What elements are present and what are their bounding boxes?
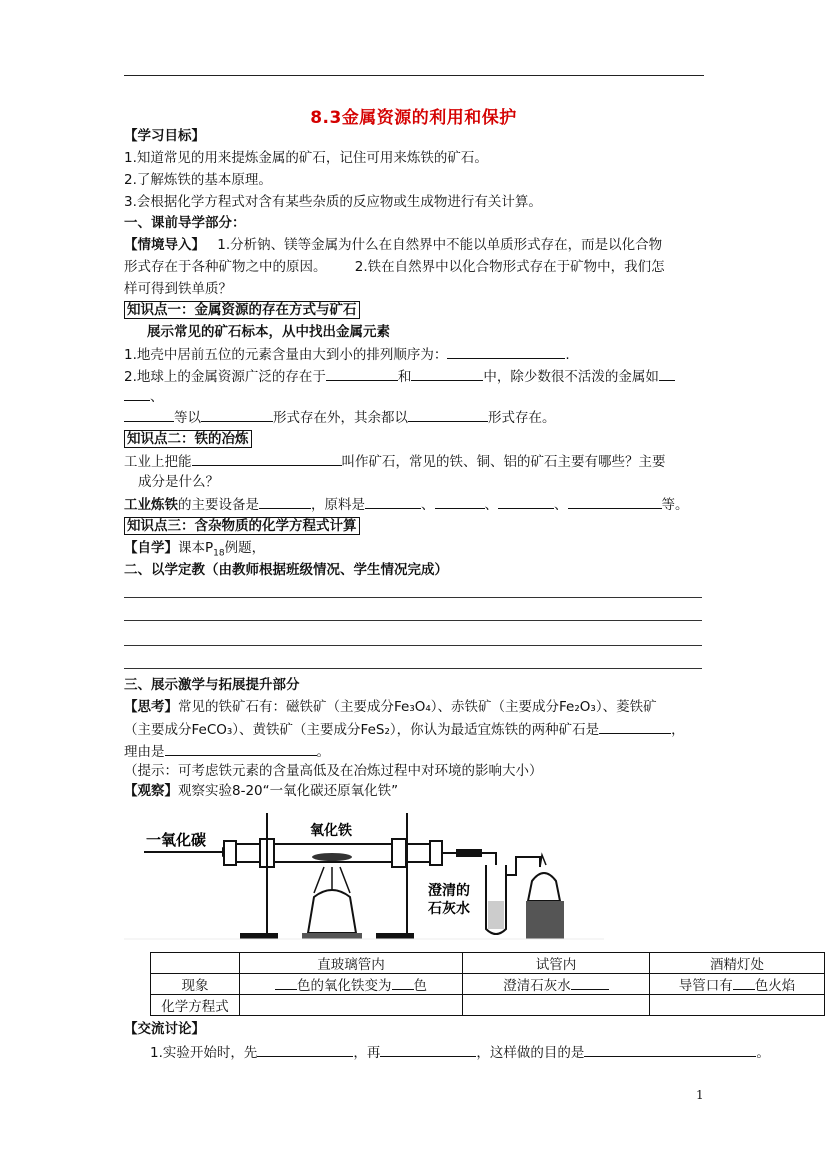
clamp xyxy=(392,839,406,867)
answer-line[interactable] xyxy=(124,668,702,669)
iron-oxide-label: 氧化铁 xyxy=(310,823,352,839)
objective-item: 1.知道常见的用来提炼金属的矿石，记住可用来炼铁的矿石。 xyxy=(124,150,488,166)
table-cell: 化学方程式 xyxy=(151,995,240,1016)
blank-field[interactable] xyxy=(498,494,554,509)
knowledge-3-title: 知识点三：含杂物质的化学方程式计算 xyxy=(124,516,360,536)
limewater xyxy=(488,901,504,929)
objective-item: 3.会根据化学方程式对含有某些杂质的反应物或生成物进行有关计算。 xyxy=(124,194,542,210)
blank-field[interactable] xyxy=(435,494,485,509)
question-line: 1.地壳中居前五位的元素含量由大到小的排列顺序为： . xyxy=(124,344,570,365)
table-header-cell: 试管内 xyxy=(463,953,650,974)
question-line: 成分是什么？ xyxy=(138,474,219,490)
table-cell: 澄清石灰水 xyxy=(463,974,650,995)
blank-field[interactable] xyxy=(201,407,273,422)
question-line: 2.地球上的金属资源广泛的存在于 和 中，除少数很不活泼的金属如 xyxy=(124,366,675,387)
answer-line[interactable] xyxy=(124,597,702,598)
blank-field[interactable] xyxy=(568,494,662,509)
section-heading: 二、以学定教（由教师根据班级情况、学生情况完成） xyxy=(124,562,448,578)
answer-line[interactable] xyxy=(124,645,702,646)
table-cell[interactable] xyxy=(650,995,825,1016)
knowledge-2-title: 知识点二：铁的冶炼 xyxy=(124,429,252,449)
blank-field[interactable] xyxy=(192,451,342,466)
intro-line xyxy=(124,257,665,277)
table-row xyxy=(151,953,825,974)
blank-field[interactable] xyxy=(124,407,174,422)
objectives-heading: 【学习目标】 xyxy=(124,128,205,144)
intro-line xyxy=(124,235,662,255)
intro-label: 【情境导入】 xyxy=(124,237,205,253)
table-cell: 现象 xyxy=(151,974,240,995)
co-label: 一氧化碳 xyxy=(146,831,207,849)
stand-base xyxy=(240,933,278,939)
section-heading: 三、展示激学与拓展提升部分 xyxy=(124,677,300,693)
blank-field[interactable] xyxy=(408,407,488,422)
question-line: 工业上把能 叫作矿石，常见的铁、铜、铝的矿石主要有哪些？主要 xyxy=(124,451,666,472)
support-block xyxy=(526,901,564,939)
knowledge-1-subtitle: 展示常见的矿石标本，从中找出金属元素 xyxy=(147,324,390,340)
section-heading: 一、课前导学部分： xyxy=(124,215,246,231)
knowledge-1-title: 知识点一：金属资源的存在方式与矿石 xyxy=(124,300,360,320)
blank-field[interactable] xyxy=(124,386,150,401)
blank-field[interactable] xyxy=(380,1042,476,1057)
table-row xyxy=(151,995,825,1016)
self-study-line: 【自学】课本$P_{18}$例题， xyxy=(124,540,266,559)
table-cell: 导管口有 色火焰 xyxy=(650,974,825,995)
blank-field[interactable] xyxy=(259,494,311,509)
blank-field[interactable] xyxy=(599,719,671,734)
think-line: 理由是 。 xyxy=(124,741,330,762)
question-line: 等以 形式存在外，其余都以 形式存在。 xyxy=(124,407,556,428)
limewater-label: 石灰水 xyxy=(428,901,470,917)
iron-oxide-powder xyxy=(312,853,352,861)
observation-table xyxy=(150,952,825,1016)
discussion-line: 1.实验开始时，先 ，再 ，这样做的目的是 。 xyxy=(150,1042,770,1063)
experiment-apparatus-diagram xyxy=(124,805,604,950)
blank-field[interactable] xyxy=(659,366,675,381)
blank-field[interactable] xyxy=(165,741,317,756)
blank-field[interactable] xyxy=(447,344,565,359)
blank-field[interactable] xyxy=(326,366,398,381)
observe-line: 【观察】观察实验8-20“一氧化碳还原氧化铁” xyxy=(124,783,399,799)
lamp-base xyxy=(302,933,362,939)
blank-field[interactable] xyxy=(411,366,483,381)
intro-text: 2.铁在自然界中以化合物形式存在于矿物中，我们怎 xyxy=(354,259,665,275)
table-header-cell: 直玻璃管内 xyxy=(240,953,463,974)
hint-text: （提示：可考虑铁元素的含量高低及在冶炼过程中对环境的影响大小） xyxy=(124,763,543,779)
header-rule xyxy=(124,75,704,76)
stand-base xyxy=(376,933,414,939)
table-cell[interactable] xyxy=(463,995,650,1016)
objective-item: 2.了解炼铁的基本原理。 xyxy=(124,172,272,188)
answer-line[interactable] xyxy=(124,620,702,621)
table-header-cell: 酒精灯处 xyxy=(650,953,825,974)
intro-text: 1.分析钠、镁等金属为什么在自然界中不能以单质形式存在，而是以化合物 xyxy=(217,237,663,253)
table-header-cell xyxy=(151,953,240,974)
think-line: （主要成分FeCO₃）、黄铁矿（主要成分FeS₂），你认为最适宜炼铁的两种矿石是 ， xyxy=(124,719,685,740)
discussion-heading: 【交流讨论】 xyxy=(124,1021,205,1037)
blank-field[interactable] xyxy=(257,1042,353,1057)
page-title: 8.3金属资源的利用和保护 xyxy=(310,108,517,128)
intro-text: 形式存在于各种矿物之中的原因。 xyxy=(124,259,327,275)
question-line: 、 xyxy=(124,386,164,407)
page-number: 1 xyxy=(696,1088,704,1102)
table-row xyxy=(151,974,825,995)
intro-text: 样可得到铁单质？ xyxy=(124,281,232,297)
rubber-connector xyxy=(456,849,482,857)
rubber-stopper xyxy=(224,841,236,865)
limewater-label: 澄清的 xyxy=(428,883,470,899)
think-line: 【思考】常见的铁矿石有：磁铁矿（主要成分Fe₃O₄）、赤铁矿（主要成分Fe₂O₃）、菱铁矿 xyxy=(124,699,657,715)
alcohol-lamp xyxy=(308,890,356,933)
blank-field[interactable] xyxy=(584,1042,756,1057)
table-cell[interactable] xyxy=(240,995,463,1016)
rubber-stopper xyxy=(430,841,442,865)
question-line: 工业炼铁的主要设备是 ，原料是 、 、 、 等。 xyxy=(124,494,689,515)
table-cell: 色的氧化铁变为 色 xyxy=(240,974,463,995)
blank-field[interactable] xyxy=(365,494,421,509)
